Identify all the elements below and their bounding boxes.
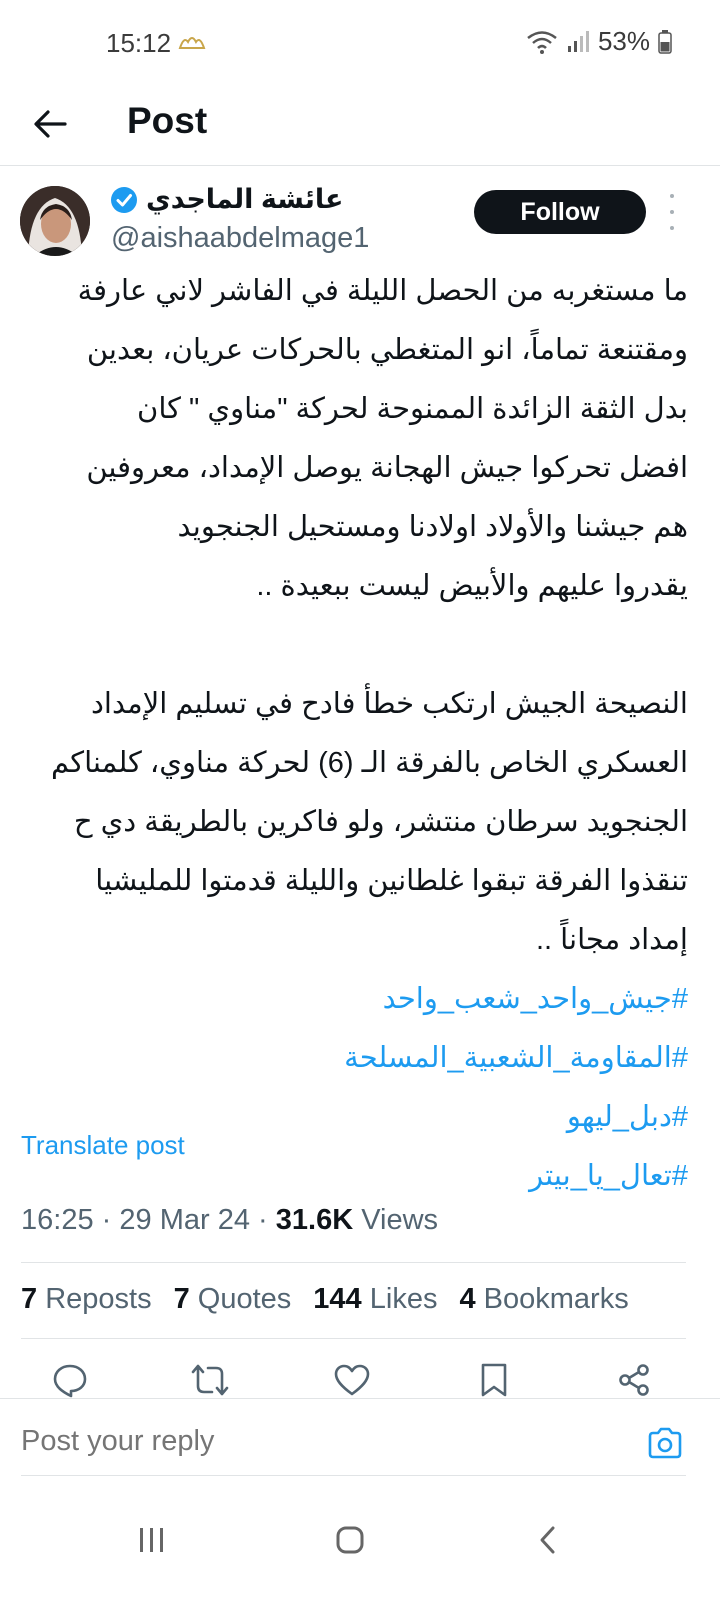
divider xyxy=(21,1262,686,1263)
hashtag-link[interactable]: #جيش_واحد_شعب_واحد xyxy=(382,983,688,1015)
quotes-count: 7 xyxy=(173,1283,190,1315)
meta-separator: · xyxy=(101,1204,112,1236)
post-text-line: هم جيشنا والأولاد اولادنا ومستحيل الجنجويد xyxy=(177,511,688,543)
bookmarks-label: Bookmarks xyxy=(483,1283,629,1315)
post-text-line: يقدروا عليهم والأبيض ليست ببعيدة .. xyxy=(256,570,688,602)
reposts-stat[interactable] xyxy=(21,1283,152,1316)
hashtag-link[interactable]: #دبل_ليهو xyxy=(566,1101,688,1133)
post-text-line: افضل تحركوا جيش الهجانة يوصل الإمداد، معروفين xyxy=(86,452,688,484)
like-icon xyxy=(333,1363,371,1397)
engagement-stats xyxy=(21,1283,686,1316)
author-name: عائشة الماجدي xyxy=(146,184,344,214)
more-dot-icon xyxy=(670,210,674,214)
page-title: Post xyxy=(127,100,208,141)
views-label: Views xyxy=(361,1204,439,1236)
repost-button[interactable] xyxy=(188,1358,232,1402)
post-text-line: إمداد مجاناً .. xyxy=(535,924,688,956)
more-dot-icon xyxy=(670,194,674,198)
signal-icon xyxy=(566,30,590,54)
views-count: 31.6K xyxy=(275,1204,354,1236)
hashtag-link[interactable]: #المقاومة_الشعبية_المسلحة xyxy=(344,1042,688,1074)
reposts-label: Reposts xyxy=(45,1283,152,1315)
post-meta xyxy=(21,1204,438,1237)
like-button[interactable] xyxy=(330,1358,374,1402)
bookmarks-count: 4 xyxy=(459,1283,476,1315)
camera-icon xyxy=(647,1427,683,1459)
author-handle[interactable]: @aishaabdelmage1 xyxy=(111,222,370,254)
post-actions xyxy=(0,1358,720,1402)
avatar[interactable] xyxy=(20,186,90,256)
back-button[interactable] xyxy=(28,102,72,146)
avatar-image xyxy=(20,186,90,256)
post-body xyxy=(18,262,688,1206)
reply-input[interactable] xyxy=(21,1425,521,1458)
chevron-left-icon xyxy=(538,1525,558,1555)
back-nav-button[interactable] xyxy=(518,1510,578,1570)
share-button[interactable] xyxy=(612,1358,656,1402)
meta-separator: · xyxy=(258,1204,268,1236)
translate-post-link[interactable]: Translate post xyxy=(21,1130,185,1160)
status-bar xyxy=(0,0,720,88)
follow-button[interactable]: Follow xyxy=(474,190,646,234)
post-text-line: ومقتنعة تماماً، انو المتغطي بالحركات عريان، بعدين xyxy=(86,334,688,366)
post-text-line: بدل الثقة الزائدة الممنوحة لحركة "مناوي " كان xyxy=(137,393,688,425)
more-dot-icon xyxy=(670,226,674,230)
system-nav-bar xyxy=(0,1490,720,1600)
post-text-line: ما مستغربه من الحصل الليلة في الفاشر لاني عارفة xyxy=(77,275,688,307)
post-text-line: تنقذوا الفرقة تبقوا غلطانين والليلة قدمتوا للمليشيا xyxy=(95,865,688,897)
author-row xyxy=(0,178,720,264)
hashtag-link[interactable]: #تعال_يا_بيتر xyxy=(529,1160,688,1192)
status-time: 15:12 xyxy=(106,28,172,58)
header xyxy=(0,88,720,166)
post-text-line: الجنجويد سرطان منتشر، ولو فاكرين بالطريقة دي ح xyxy=(73,806,688,838)
repost-icon xyxy=(190,1362,230,1398)
notification-icon xyxy=(178,30,206,52)
share-icon xyxy=(616,1362,652,1398)
camera-button[interactable] xyxy=(645,1423,685,1463)
reply-button[interactable] xyxy=(48,1358,92,1402)
reposts-count: 7 xyxy=(21,1283,38,1315)
home-button[interactable] xyxy=(320,1510,380,1570)
verified-badge-icon xyxy=(110,186,138,214)
status-icons xyxy=(526,26,672,57)
quotes-stat[interactable] xyxy=(174,1283,292,1316)
reply-icon xyxy=(52,1362,88,1398)
home-icon xyxy=(335,1525,365,1555)
reply-bar xyxy=(0,1398,720,1478)
reply-underline xyxy=(21,1475,686,1476)
likes-stat[interactable] xyxy=(313,1283,437,1316)
likes-label: Likes xyxy=(369,1283,438,1315)
battery-icon xyxy=(658,30,672,54)
recent-apps-button[interactable] xyxy=(122,1510,182,1570)
divider xyxy=(21,1338,686,1339)
post-text-line: العسكري الخاص بالفرقة الـ (6) لحركة مناوي، كلمناكم xyxy=(50,747,688,779)
arrow-left-icon xyxy=(33,109,67,139)
post-date: 29 Mar 24 xyxy=(119,1204,250,1236)
battery-percent: 53% xyxy=(597,26,650,56)
wifi-icon xyxy=(526,29,558,55)
post-text-line: النصيحة الجيش ارتكب خطأ فادح في تسليم الإمداد xyxy=(90,688,688,720)
quotes-label: Quotes xyxy=(197,1283,292,1315)
likes-count: 144 xyxy=(313,1283,362,1315)
post-time: 16:25 xyxy=(21,1204,94,1236)
more-options-button[interactable] xyxy=(662,194,682,230)
bookmark-button[interactable] xyxy=(472,1358,516,1402)
post-blank-line xyxy=(18,616,688,675)
recent-apps-icon xyxy=(137,1526,167,1554)
author-name-group[interactable] xyxy=(110,184,344,215)
bookmarks-stat[interactable] xyxy=(459,1283,628,1316)
bookmark-icon xyxy=(479,1362,509,1398)
